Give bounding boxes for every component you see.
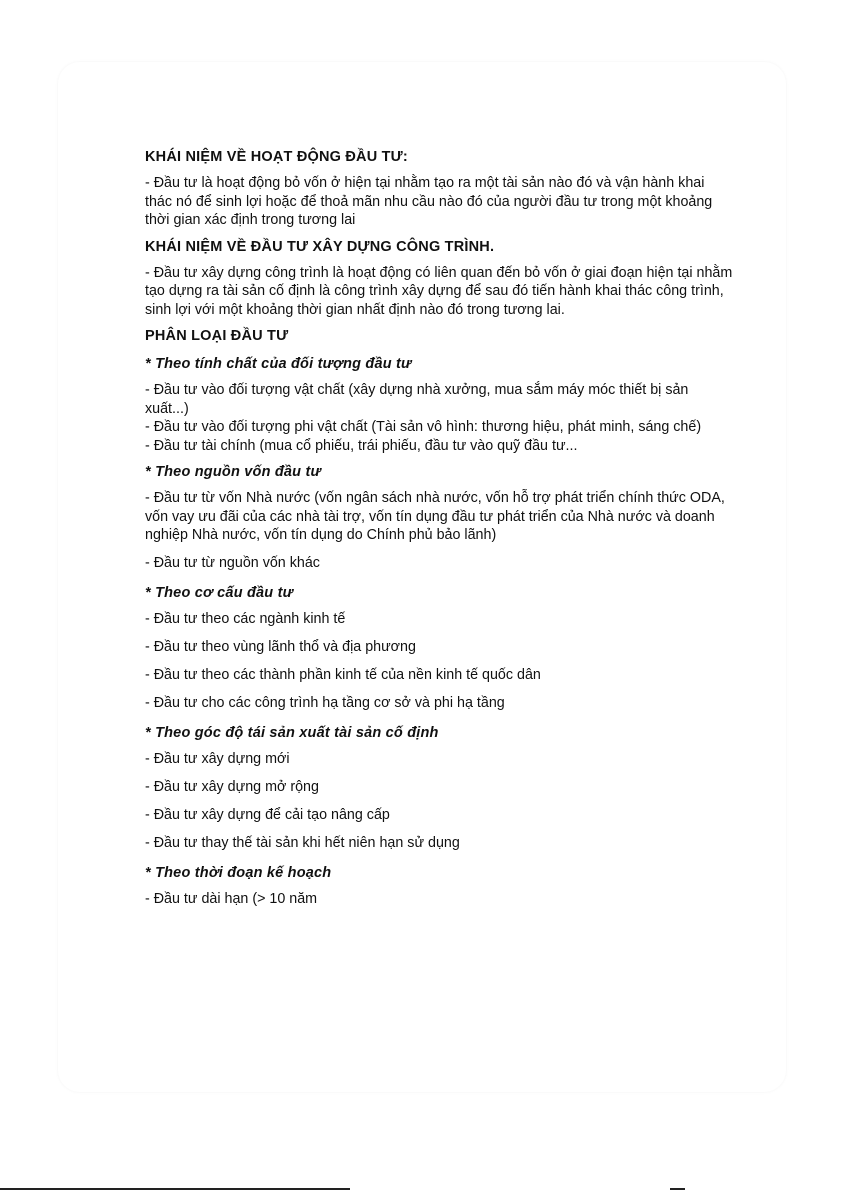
- list-item: - Đầu tư từ vốn Nhà nước (vốn ngân sách nhà nước, vốn hỗ trợ phát triển chính thức ODA, vốn vay ưu đãi của các nhà tài trợ, vốn tín dụng đầu tư phát triển của Nhà nước và doanh nghiệp Nhà nước, vốn tín dụng do Chính phủ bảo lãnh): [145, 490, 725, 543]
- subheading-by-reproduction: * Theo góc độ tái sản xuất tài sản cố định: [145, 725, 439, 741]
- subheading-by-nature: * Theo tính chất của đối tượng đầu tư: [145, 356, 412, 372]
- list-item: - Đầu tư theo vùng lãnh thổ và địa phương: [145, 639, 416, 655]
- document-body: [145, 146, 735, 918]
- list-item: - Đầu tư dài hạn (> 10 năm: [145, 891, 318, 907]
- subheading-by-capital-source: * Theo nguồn vốn đầu tư: [145, 464, 322, 480]
- bottom-divider: [0, 1188, 350, 1190]
- paragraph-investment-definition: - Đầu tư là hoạt động bỏ vốn ở hiện tại nhằm tạo ra một tài sản nào đó và vận hành khai thác nó để sinh lợi hoặc để thoả mãn nhu cầu nào đó của người đầu tư trong một khoảng thời gian xác định trong tương lai: [145, 175, 713, 228]
- list-item: - Đầu tư thay thế tài sản khi hết niên hạn sử dụng: [145, 835, 460, 851]
- list-item: - Đầu tư vào đối tượng phi vật chất (Tài sản vô hình: thương hiệu, phát minh, sáng chế): [145, 419, 702, 435]
- list-item: - Đầu tư vào đối tượng vật chất (xây dựng nhà xưởng, mua sắm máy móc thiết bị sản xuất...): [145, 382, 689, 417]
- list-item: - Đầu tư theo các ngành kinh tế: [145, 611, 346, 627]
- subheading-by-plan-period: * Theo thời đoạn kế hoạch: [145, 865, 332, 881]
- bottom-divider-short: [670, 1188, 685, 1190]
- list-item: - Đầu tư tài chính (mua cổ phiếu, trái phiếu, đầu tư vào quỹ đầu tư...: [145, 437, 578, 454]
- list-item: - Đầu tư xây dựng để cải tạo nâng cấp: [145, 807, 390, 823]
- heading-investment-concept: KHÁI NIỆM VỀ HOẠT ĐỘNG ĐẦU TƯ:: [145, 149, 408, 165]
- list-item: - Đầu tư từ nguồn vốn khác: [145, 555, 320, 571]
- subheading-by-structure: * Theo cơ cấu đầu tư: [145, 585, 294, 601]
- heading-construction-investment-concept: KHÁI NIỆM VỀ ĐẦU TƯ XÂY DỰNG CÔNG TRÌNH.: [145, 238, 495, 255]
- paragraph-construction-investment-definition: - Đầu tư xây dựng công trình là hoạt động có liên quan đến bỏ vốn ở giai đoạn hiện tại nhằm tạo dựng ra tài sản cố định là công trình xây dựng để sau đó tiến hành khai thác công trình, sinh lợi với một khoảng thời gian nhất định nào đó trong tương lai.: [145, 264, 733, 318]
- list-item: - Đầu tư xây dựng mới: [145, 751, 290, 767]
- list-item: - Đầu tư theo các thành phần kinh tế của nền kinh tế quốc dân: [145, 667, 541, 683]
- list-item: - Đầu tư cho các công trình hạ tầng cơ sở và phi hạ tầng: [145, 695, 505, 711]
- list-item: - Đầu tư xây dựng mở rộng: [145, 779, 319, 795]
- heading-investment-classification: PHÂN LOẠI ĐẦU TƯ: [145, 328, 289, 344]
